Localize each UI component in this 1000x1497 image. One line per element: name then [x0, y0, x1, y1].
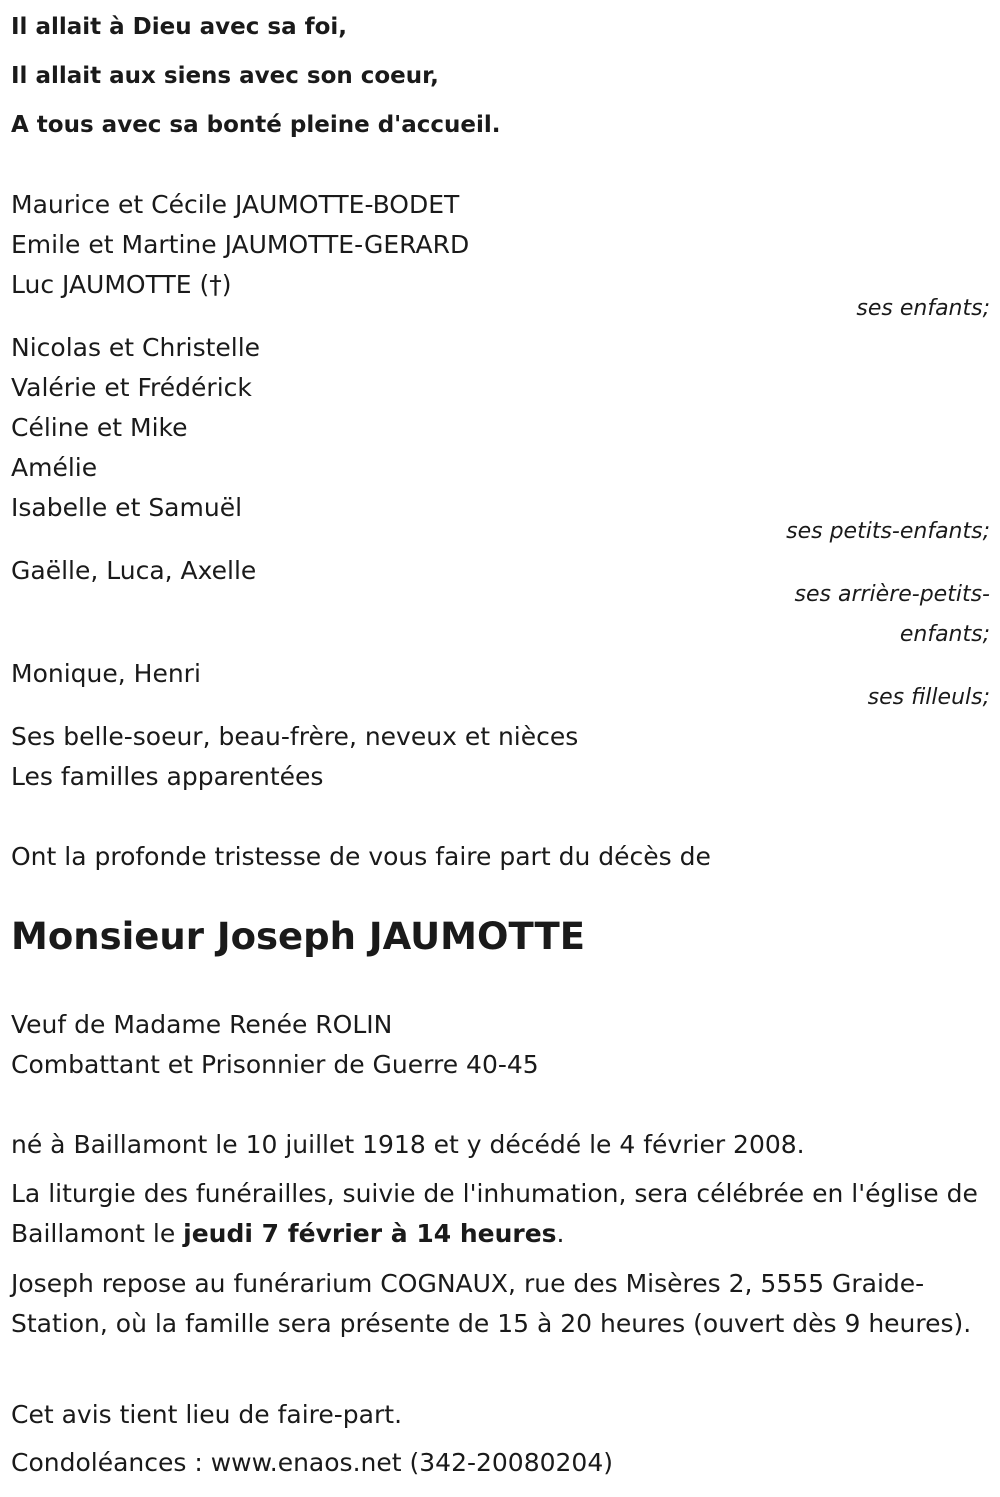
- relatives-line-1: Ses belle-soeur, beau-frère, neveux et nièces: [11, 722, 579, 751]
- birth-death-line: né à Baillamont le 10 juillet 1918 et y décédé le 4 février 2008.: [11, 1130, 805, 1159]
- condolences-line: Condoléances : www.enaos.net (342-20080204): [11, 1448, 613, 1477]
- deceased-name: Monsieur Joseph JAUMOTTE: [11, 915, 586, 958]
- liturgy-date: jeudi 7 février à 14 heures: [183, 1219, 557, 1248]
- grandchild-line-3: Céline et Mike: [11, 413, 188, 442]
- great-grandchildren-caption-2: enfants;: [899, 622, 990, 647]
- godchild-line-1: Monique, Henri: [11, 659, 201, 688]
- relatives-line-2: Les familles apparentées: [11, 762, 324, 791]
- great-grandchild-line-1: Gaëlle, Luca, Axelle: [11, 556, 257, 585]
- children-caption: ses enfants;: [856, 296, 990, 321]
- grandchild-line-1: Nicolas et Christelle: [11, 333, 261, 362]
- liturgy-end: .: [556, 1219, 565, 1248]
- verse-line-1: Il allait à Dieu avec sa foi,: [11, 14, 348, 40]
- child-line-1: Maurice et Cécile JAUMOTTE-BODET: [11, 190, 460, 219]
- rest-paragraph: Joseph repose au funérarium COGNAUX, rue des Misères 2, 5555 Graide-Station, où la famille sera présente de 15 à 20 heures (ouvert dès 9 heures).: [11, 1269, 972, 1338]
- child-line-2: Emile et Martine JAUMOTTE-GERARD: [11, 230, 470, 259]
- liturgy-text: La liturgie des funérailles, suivie de l'inhumation, sera célébrée en l'église de Baillamont le: [11, 1179, 978, 1248]
- liturgy-paragraph: [11, 1174, 986, 1254]
- detail-line-1: Veuf de Madame Renée ROLIN: [11, 1010, 393, 1039]
- child-line-3: Luc JAUMOTTE (†): [11, 270, 232, 299]
- verse-line-2: Il allait aux siens avec son coeur,: [11, 63, 439, 89]
- announcement-line: Ont la profonde tristesse de vous faire part du décès de: [11, 842, 711, 871]
- great-grandchildren-caption-1: ses arrière-petits-: [794, 582, 990, 607]
- godchildren-caption: ses filleuls;: [867, 685, 990, 710]
- grandchildren-caption: ses petits-enfants;: [786, 519, 990, 544]
- notice-line: Cet avis tient lieu de faire-part.: [11, 1400, 403, 1429]
- verse-line-3: A tous avec sa bonté pleine d'accueil.: [11, 112, 501, 138]
- grandchild-line-2: Valérie et Frédérick: [11, 373, 252, 402]
- grandchild-line-4: Amélie: [11, 453, 98, 482]
- grandchild-line-5: Isabelle et Samuël: [11, 493, 243, 522]
- detail-line-2: Combattant et Prisonnier de Guerre 40-45: [11, 1050, 539, 1079]
